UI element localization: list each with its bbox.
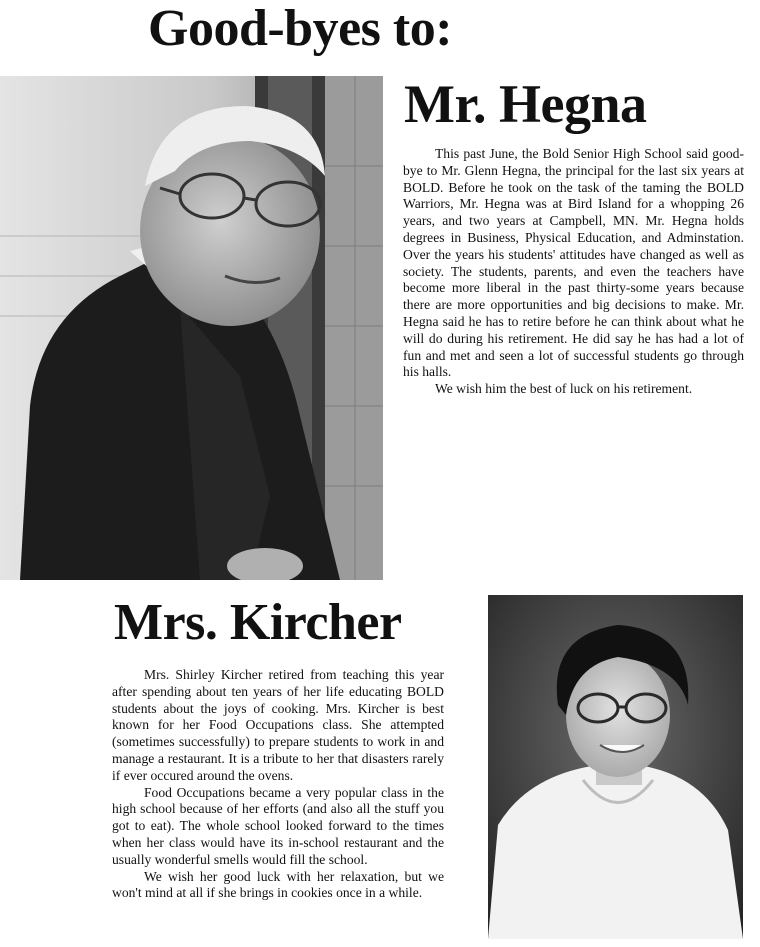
hegna-paragraph: We wish him the best of luck on his retirement. xyxy=(435,381,693,397)
kircher-heading: Mrs. Kircher xyxy=(114,594,402,651)
hegna-paragraph: This past June, the Bold Senior High School said good-bye to Mr. Glenn Hegna, the principal for the last six years at BOLD. Before he took on the task of the taming the BOLD Warriors, Mr. Hegna was at Bird Island for a whopping 26 years, and two years at Campbell, MN. Mr. Hegna holds degrees in Business, Physical Education, and Adminstation. Over the years his students' attitudes have changed as well as society. The students, parents, and even the teachers have become more liberal in the past thirty-some years because there are more opportunities and big decisions to make. Mr. Hegna said he has to retire before he can think about what he will do during his retirement. He did say he has had a lot of fun and met and seen a lot of successful students go through his halls. xyxy=(403,146,744,380)
hegna-heading: Mr. Hegna xyxy=(404,74,647,134)
kircher-paragraph: We wish her good luck with her relaxation, but we won't mind at all if she brings in cookies once in a while. xyxy=(112,868,444,901)
kircher-photo xyxy=(488,595,743,939)
hegna-article xyxy=(403,146,744,398)
kircher-paragraph: Mrs. Shirley Kircher retired from teaching this year after spending about ten years of her life educating BOLD students about the joys of cooking. Mrs. Kircher is best known for her Food Occupations class. She attempted (sometimes successfully) to prepare students to work in and manage a restaurant. It is a tribute to her that disasters rarely if ever occured around the ovens. xyxy=(112,667,444,783)
page-title: Good-byes to: xyxy=(148,0,453,57)
hegna-photo xyxy=(0,76,383,580)
kircher-article xyxy=(112,667,444,902)
kircher-paragraph: Food Occupations became a very popular class in the high school because of her efforts (and also all the stuff you got to eat). The whole school looked forward to the times when her class would have its in-school restaurant and the usually wonderful smells would fill the school. xyxy=(112,784,444,867)
